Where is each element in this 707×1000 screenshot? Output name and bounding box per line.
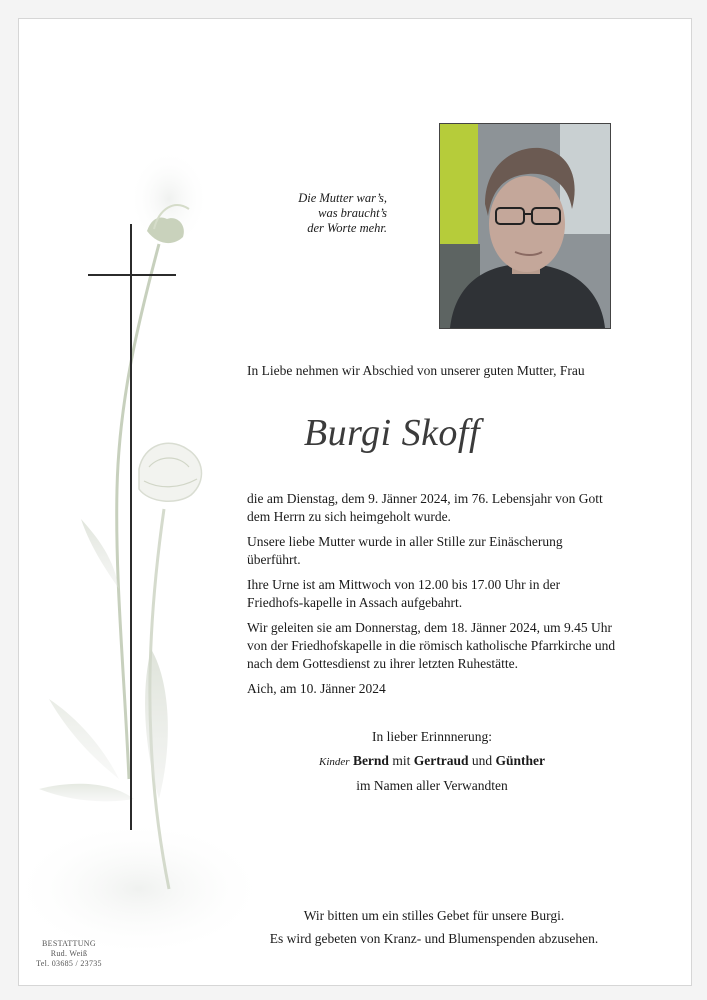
cremation-notice: Unsere liebe Mutter wurde in aller Stille zur Einäscherung überführt.	[247, 534, 563, 567]
funeral-notice: Wir geleiten sie am Donnerstag, dem 18. Jänner 2024, um 9.45 Uhr von der Friedhofskapelle in die römisch katholische Pfarrkirche und nach dem Gottesdienst zu ihrer letzten Ruhestätte.	[247, 620, 616, 671]
funeral-home-stamp	[29, 939, 109, 969]
farewell-intro: In Liebe nehmen wir Abschied von unserer guten Mutter, Frau	[247, 363, 585, 378]
closing-requests	[249, 904, 619, 950]
cross-vertical-bar	[130, 224, 132, 830]
donation-note: Es wird gebeten von Kranz- und Blumenspenden abzusehen.	[269, 931, 599, 946]
funeral-home-phone: Tel. 03685 / 23735	[36, 959, 102, 968]
obituary-body	[247, 490, 617, 705]
quote-line-1: Die Mutter war’s,	[298, 191, 387, 205]
child-name-1: Bernd	[352, 753, 389, 768]
relatives-line: im Namen aller Verwandten	[356, 778, 508, 793]
mit-word: mit	[392, 753, 411, 768]
quote-line-2: was braucht’s	[318, 206, 387, 220]
urn-viewing-notice: Ihre Urne ist am Mittwoch von 12.00 bis 17.00 Uhr in der Friedhofs-kapelle in Assach aufgebahrt.	[247, 577, 561, 610]
memory-heading: In lieber Erinnnerung:	[372, 729, 492, 744]
death-notice: die am Dienstag, dem 9. Jänner 2024, im 76. Lebensjahr von Gott dem Herrn zu sich heimgeholt wurde.	[247, 491, 603, 524]
flower-icon	[19, 19, 279, 985]
portrait-image	[440, 124, 610, 328]
portrait-photo	[439, 123, 611, 329]
mourners-children	[247, 749, 617, 774]
funeral-home-name: Rud. Weiß	[50, 949, 88, 958]
deceased-name: Burgi Skoff	[303, 412, 481, 454]
prayer-request: Wir bitten um ein stilles Gebet für unsere Burgi.	[303, 908, 565, 923]
mourners-section	[247, 725, 617, 798]
memorial-quote	[257, 191, 387, 236]
place-date: Aich, am 10. Jänner 2024	[247, 681, 386, 696]
cross-horizontal-bar	[88, 274, 176, 276]
und-word: und	[471, 753, 493, 768]
child-name-2: Gertraud	[413, 753, 469, 768]
quote-line-3: der Worte mehr.	[307, 221, 387, 235]
funeral-home-label: BESTATTUNG	[42, 939, 96, 948]
child-name-3: Günther	[495, 753, 545, 768]
obituary-sheet	[18, 18, 692, 986]
children-label: Kinder	[319, 756, 350, 768]
